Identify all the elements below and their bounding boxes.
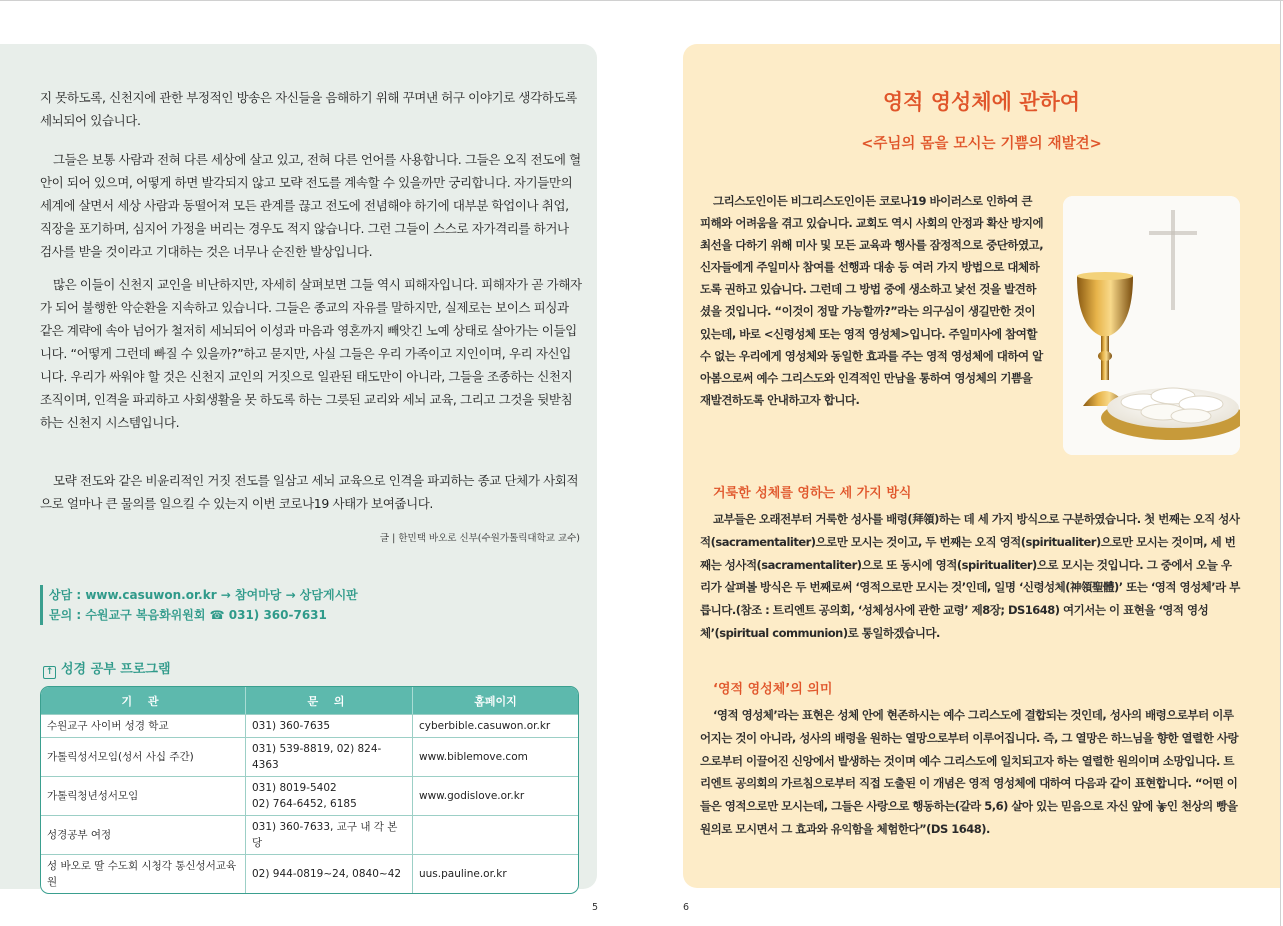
right-border (1280, 0, 1281, 926)
article-title: 영적 영성체에 관하여 (882, 90, 1081, 114)
section1-text: 교부들은 오래전부터 거룩한 성사를 배령(拜領)하는 데 세 가지 방식으로 구분하였습니다. 첫 번째는 오직 성사적(sacramentaliter)으로만 모시는 것이고, 두 번째는 오직 영적(spiritualiter)으로만 모시는 것이며, 세 번째는 성사적(sacramentaliter)으로 또 동시에 영적(spiritualiter)으로 모시는 것입니다. 그 중에서 오늘 우리가 살펴볼 방식은 두 번째로써 ‘영적으로만 모시는 것’인데, 일명 ‘신령성체(神領聖體)’ 또는 ‘영적 영성체’라 부릅니다.(참조 : 트리엔트 공의회, ‘성체성사에 관한 교령’ 제8장; DS1648) 여기서는 이 표현을 ‘영적 영성체’(spiritual communion)로 통일하겠습니다. (700, 512, 1240, 640)
left-paragraph-3: 많은 이들이 신천지 교인을 비난하지만, 자세히 살펴보면 그들 역시 피해자입니다. 피해자가 곧 가해자가 되어 불행한 악순환을 지속하고 있습니다. 그들은 종교의 자유를 말하지만, 실제로는 보이스 피싱과 같은 계략에 속아 넘어가 철저히 세뇌되어 이성과 마음과 영혼까지 빼앗긴 노예 상태로 살아가는 이들입니다. “어떻게 그런데 빠질 수 있을까?”하고 묻지만, 사실 그들은 우리 가족이고 지인이며, 우리 자신입니다. 우리가 싸워야 할 것은 신천지 교인의 거짓으로 일관된 태도만이 아니라, 그들을 조종하는 신천지 조직이며, 인격을 파괴하고 사회생활을 못 하도록 하는 그릇된 교리와 세뇌 교육, 그리고 그것을 뒷받침하는 신천지 시스템입니다. (40, 277, 582, 430)
cell-homepage-link[interactable]: cyberbible.casuwon.or.kr (413, 714, 578, 737)
contact-counsel-link[interactable]: 상담 : www.casuwon.or.kr → 참여마당 → 상담게시판 (49, 588, 358, 602)
cell-inquiry: 031) 360-7633, 교구 내 각 본당 (246, 815, 413, 854)
cell-institution: 수원교구 사이버 성경 학교 (41, 714, 246, 737)
program-section-title (43, 658, 171, 679)
chalice-image (1063, 196, 1240, 455)
contact-info (40, 585, 358, 625)
cell-institution: 성 바오로 딸 수도회 시청각 통신성서교육원 (41, 854, 246, 893)
left-paragraph-4: 모략 전도와 같은 비윤리적인 거짓 전도를 일삼고 세뇌 교육으로 인격을 파괴하는 종교 단체가 사회적으로 얼마나 큰 물의를 일으킬 수 있는지 이번 코로나19 사태가 보여줍니다. (40, 473, 579, 511)
cell-inquiry: 02) 944-0819~24, 0840~42 (246, 854, 413, 893)
table-row (41, 815, 578, 854)
program-title-text: 성경 공부 프로그램 (61, 662, 171, 677)
page-number-right: 6 (683, 902, 690, 913)
cell-institution: 가톨릭성서모임(성서 사십 주간) (41, 737, 246, 776)
article-subtitle: <주님의 몸을 모시는 기쁨의 재발견> (861, 136, 1102, 152)
cell-homepage-link[interactable]: uus.pauline.or.kr (413, 854, 578, 893)
cell-inquiry: 031) 539-8819, 02) 824-4363 (246, 737, 413, 776)
intro-paragraph: 그리스도인이든 비그리스도인이든 코로나19 바이러스로 인하여 큰 피해와 어려움을 겪고 있습니다. 교회도 역시 사회의 안정과 확산 방지에 최선을 다하기 위해 미사 및 모든 교육과 행사를 잠정적으로 중단하였고, 신자들에게 주일미사 참여를 선행과 대송 등 여러 가지 방법으로 대체하도록 권하고 있습니다. 그런데 그 방법 중에 생소하고 낯선 것을 발견하셨을 것입니다. “이것이 정말 가능할까?”라는 의구심이 생길만한 것이 있는데, 바로 <신령성체 또는 영적 영성체>입니다. 주일미사에 참여할 수 없는 우리에게 영성체와 동일한 효과를 주는 영적 영성체에 대하여 알아봄으로써 예수 그리스도와 인격적인 만남을 통하여 영성체의 기쁨을 재발견하도록 안내하고자 합니다. (700, 194, 1044, 407)
table-header-row (41, 687, 578, 714)
author-credit: 글 | 한민택 바오로 신부(수원가톨릭대학교 교수) (379, 533, 580, 544)
contact-inquiry-phone: 문의 : 수원교구 복음화위원회 ☎ 031) 360-7631 (49, 608, 327, 622)
cell-inquiry: 031) 360-7635 (246, 714, 413, 737)
cell-institution: 가톨릭청년성서모임 (41, 776, 246, 815)
cell-institution: 성경공부 여정 (41, 815, 246, 854)
table-row (41, 776, 578, 815)
section2-text: ‘영적 영성체’라는 표현은 성체 안에 현존하시는 예수 그리스도에 결합되는 것인데, 성사의 배령으로부터 이루어지는 것이 아니라, 성사의 배령을 원하는 열망으로부터 이루어집니다. 즉, 그 열망은 하느님을 향한 열렬한 사랑으로부터 이끌어진 신앙에서 발생하는 것이며 예수 그리스도에 일치되고자 하는 열렬한 원의이며 소망입니다. 트리엔트 공의회의 가르침으로부터 직접 도출된 이 개념은 영적 영성체에 대하여 다음과 같이 표현합니다. “어떤 이들은 영적으로만 모시는데, 그들은 사랑으로 행동하는(갈라 5,6) 살아 있는 믿음으로 자신 앞에 놓인 천상의 빵을 원의로 모시면서 그 효과와 유익함을 체험한다”(DS 1648). (700, 708, 1239, 836)
cell-inquiry-line1: 031) 8019-5402 (252, 782, 337, 794)
chalice-and-hosts-illustration (1063, 196, 1240, 455)
program-table (40, 686, 579, 894)
header-homepage: 홈페이지 (413, 687, 578, 714)
cell-inquiry (246, 776, 413, 815)
header-institution: 기 관 (41, 687, 246, 714)
cell-homepage-link[interactable]: www.biblemove.com (413, 737, 578, 776)
section1-heading: 거룩한 성체를 영하는 세 가지 방식 (713, 486, 912, 501)
table-row (41, 854, 578, 893)
cell-inquiry-line2: 02) 764-6452, 6185 (252, 798, 357, 810)
page-number-left: 5 (592, 902, 599, 913)
table-row (41, 714, 578, 737)
header-inquiry: 문 의 (246, 687, 413, 714)
top-border (0, 0, 1283, 1)
left-paragraph-2: 그들은 보통 사람과 전혀 다른 세상에 살고 있고, 전혀 다른 언어를 사용합니다. 그들은 오직 전도에 혈안이 되어 있으며, 어떻게 하면 발각되지 않고 모략 전도를 계속할 수 있을까만 궁리합니다. 자기들만의 세계에 살면서 세상 사람과 동떨어져 모든 관계를 끊고 전도에 전념해야 하기에 대부분 학업이나 취업, 직장을 포기하며, 심지어 가정을 버리는 경우도 적지 않습니다. 그런 그들이 스스로 자가격리를 하거나 검사를 받을 것이라고 기대하는 것은 너무나 순진한 발상입니다. (40, 152, 581, 259)
section2-heading: ‘영적 영성체’의 의미 (713, 682, 833, 697)
cell-homepage-link[interactable]: www.godislove.or.kr (413, 776, 578, 815)
book-icon: ↑ (43, 666, 56, 679)
cell-homepage-link (413, 815, 578, 854)
table-row (41, 737, 578, 776)
left-paragraph-1: 지 못하도록, 신천지에 관한 부정적인 방송은 자신들을 음해하기 위해 꾸며낸 허구 이야기로 생각하도록 세뇌되어 있습니다. (40, 90, 577, 128)
